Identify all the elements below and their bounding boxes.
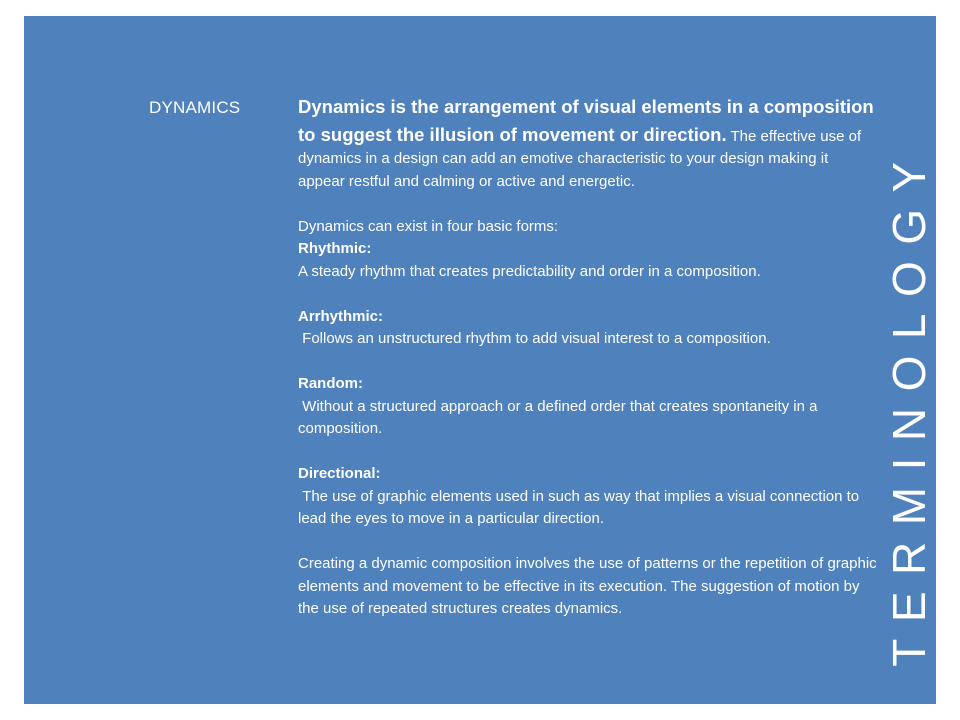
form-text-random: Without a structured approach or a defined order that creates spontaneity in a composition. bbox=[298, 397, 822, 437]
form-text-rhythmic: A steady rhythm that creates predictability and order in a composition. bbox=[298, 262, 761, 280]
side-title-area bbox=[882, 108, 936, 704]
term-heading: DYNAMICS bbox=[149, 98, 241, 117]
form-text-directional: The use of graphic elements used in such as way that implies a visual connection to lead the eyes to move in a particular direction. bbox=[298, 487, 864, 527]
spacer bbox=[298, 193, 878, 216]
form-text-arrhythmic: Follows an unstructured rhythm to add visual interest to a composition. bbox=[298, 330, 771, 347]
closing-paragraph: Creating a dynamic composition involves the use of patterns or the repetition of graphic elements and movement to be effective in its execution. The suggestion of motion by the use of repeated structures creates dynamics. bbox=[298, 555, 877, 617]
definition-rest: The effective use of dynamics in a design can add an emotive characteristic to your design making it appear restful and calming or active and energetic. bbox=[298, 127, 862, 190]
form-name-random: Random: bbox=[298, 375, 363, 392]
definition-lead: Dynamics is the arrangement of visual elements in a composition to suggest the illusion of movement or direction. bbox=[298, 96, 874, 145]
form-name-rhythmic: Rhythmic: bbox=[298, 240, 372, 257]
form-name-directional: Directional: bbox=[298, 465, 381, 482]
definition-paragraph bbox=[298, 93, 878, 193]
slide-panel bbox=[24, 16, 936, 704]
spacer bbox=[298, 283, 878, 306]
spacer bbox=[298, 351, 878, 374]
spacer bbox=[298, 531, 878, 554]
side-title: TERMINOLOGY bbox=[883, 145, 935, 667]
spacer bbox=[298, 441, 878, 464]
form-name-arrhythmic: Arrhythmic: bbox=[298, 307, 384, 325]
forms-intro: Dynamics can exist in four basic forms: bbox=[298, 217, 559, 235]
definition-body bbox=[298, 93, 878, 621]
